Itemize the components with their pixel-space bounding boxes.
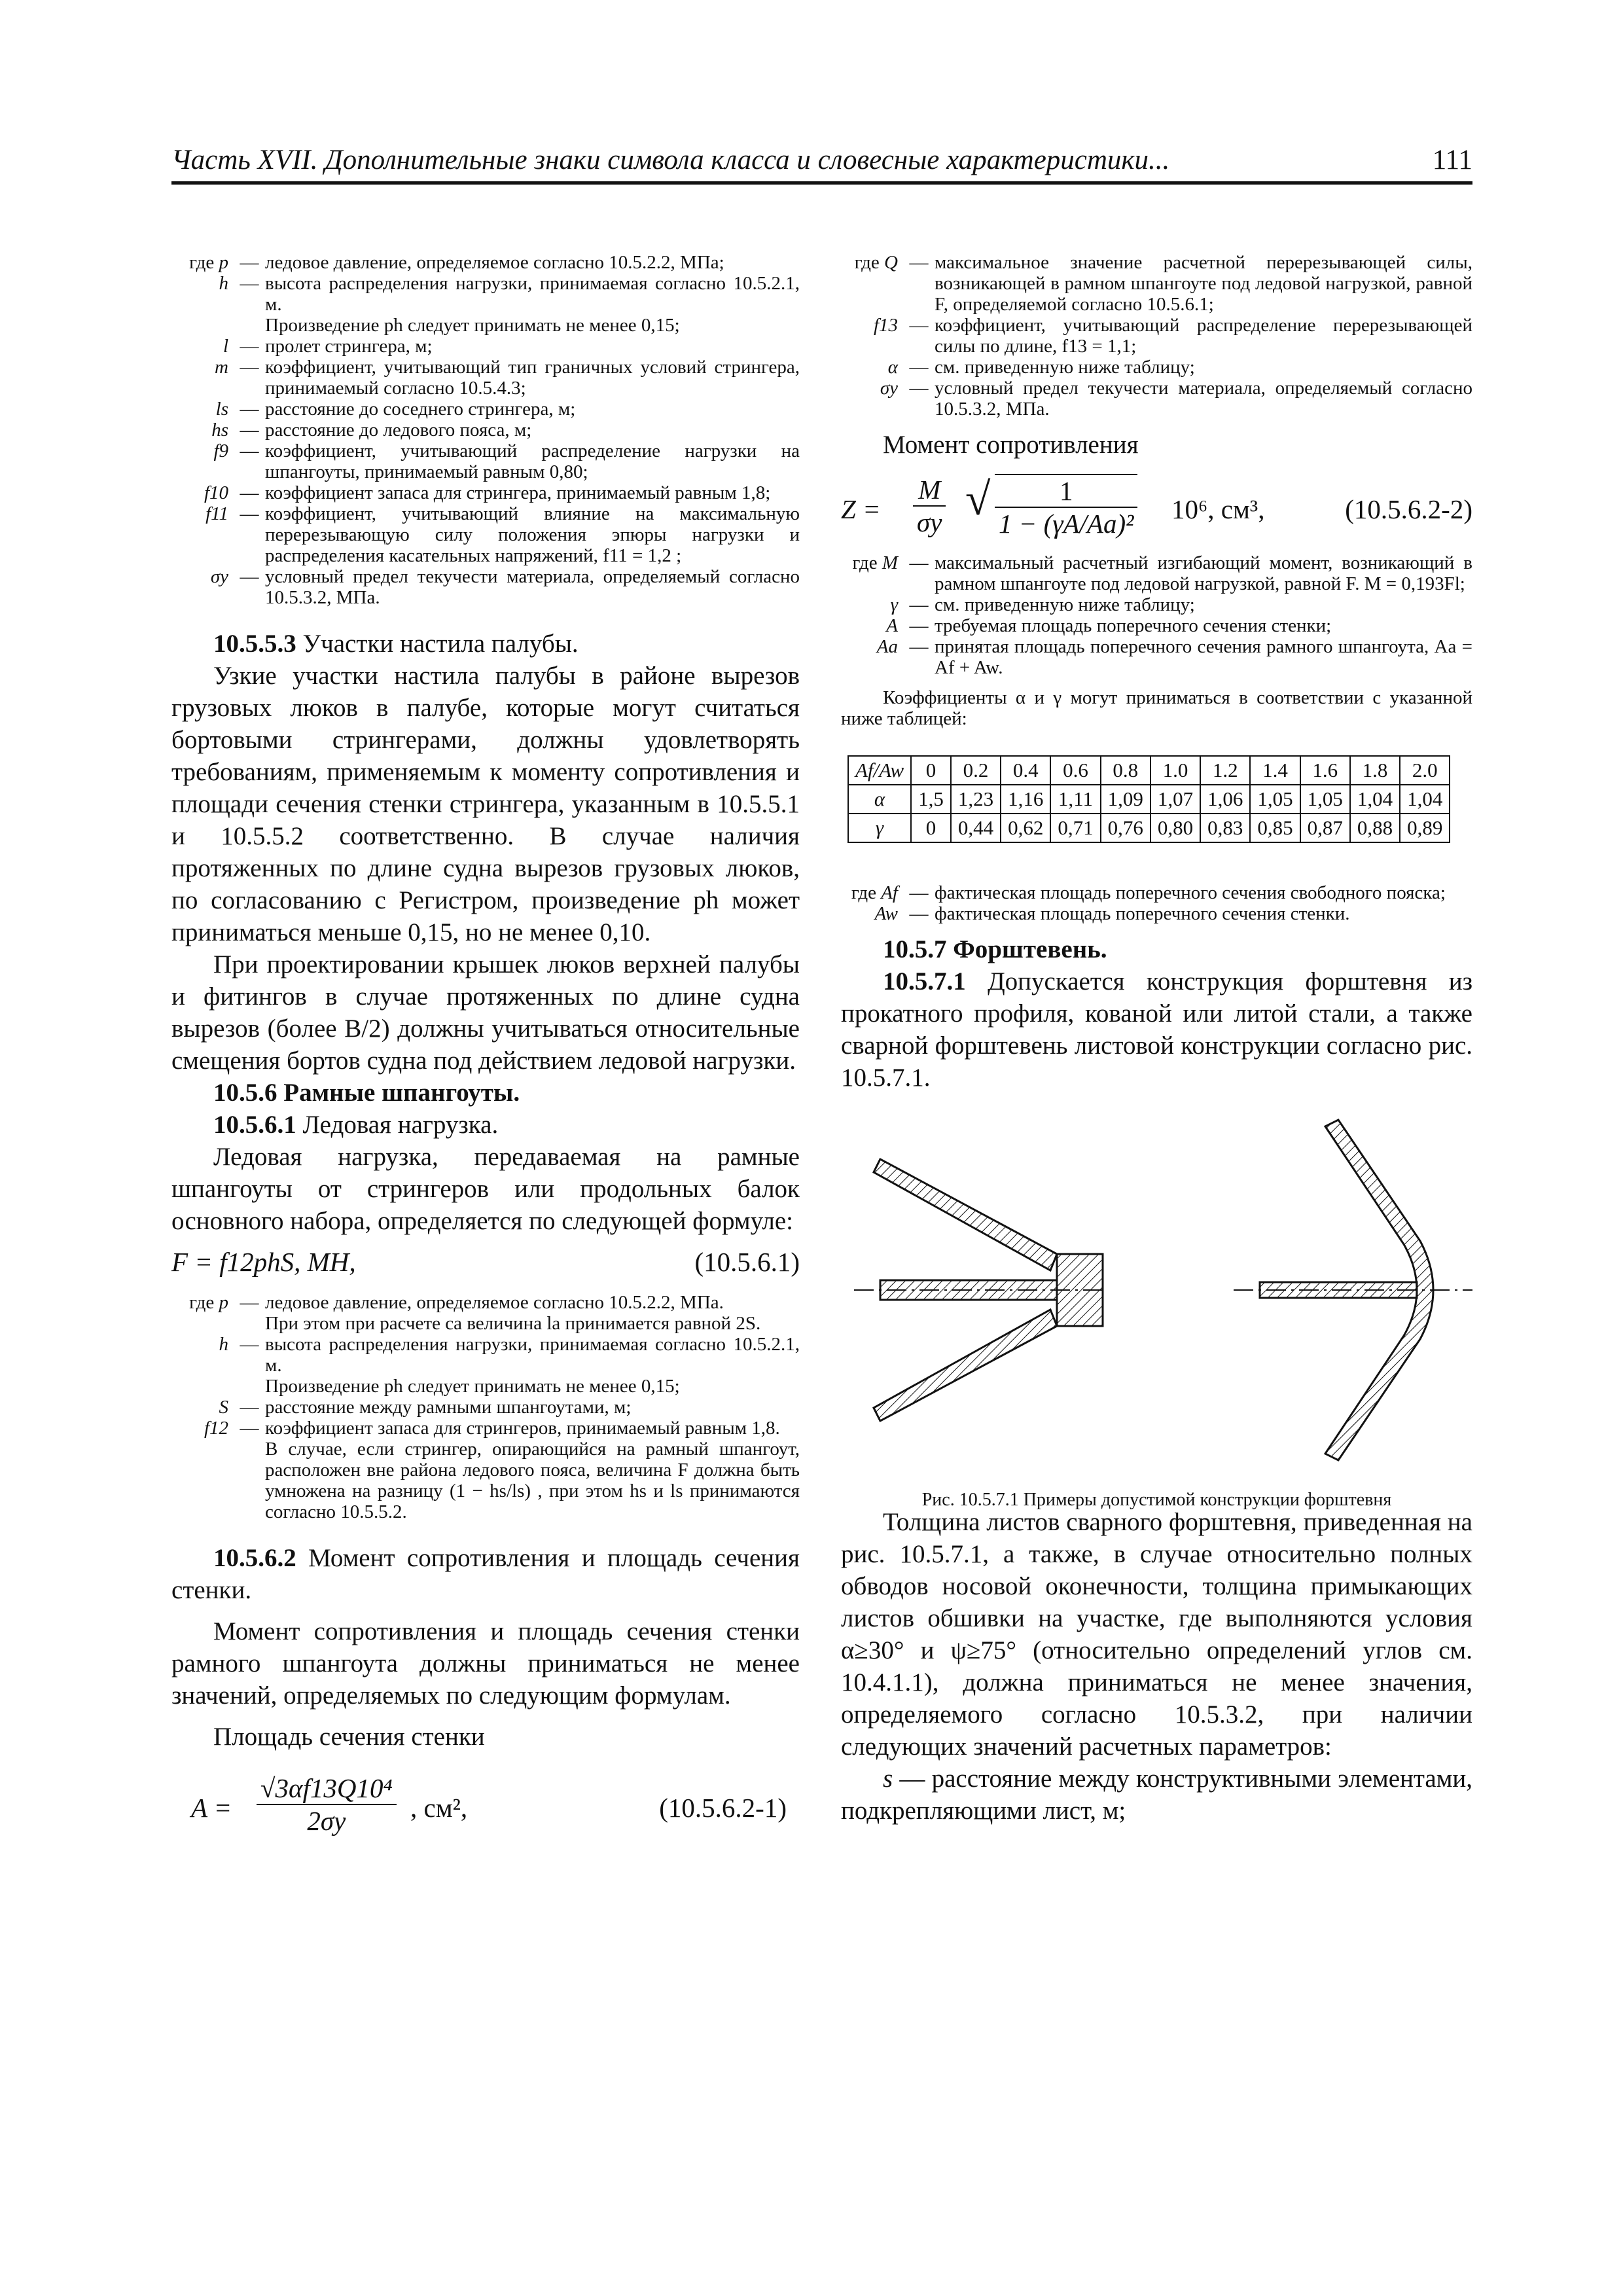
- section-title: Момент сопротивления и площадь сечения стенки.: [171, 1544, 800, 1604]
- table-cell: 0,83: [1200, 814, 1250, 842]
- table-cell: 0,44: [951, 814, 1001, 842]
- definition-symbol: [171, 1334, 234, 1376]
- definitions-list: [841, 252, 1472, 420]
- definition-text: требуемая площадь поперечного сечения стенки;: [935, 615, 1332, 636]
- formula-fraction: [257, 1772, 397, 1837]
- definition-text: см. приведенную ниже таблицу;: [935, 357, 1195, 378]
- definition-symbol: [171, 482, 234, 503]
- definition-symbol: [841, 552, 903, 594]
- table-cell: 1,16: [1001, 785, 1050, 814]
- table-cell: 1,04: [1350, 785, 1400, 814]
- table-cell: 0,88: [1350, 814, 1400, 842]
- fraction-numerator: √3αf13Q10⁴: [257, 1772, 397, 1805]
- definition-dash: —: [240, 1292, 259, 1313]
- definition-dash: —: [909, 882, 929, 903]
- definition-text: коэффициент, учитывающий распределение перерезывающей силы по длине, f13 = 1,1;: [935, 315, 1472, 357]
- table-cell: 1,09: [1101, 785, 1150, 814]
- definition-dash: —: [909, 903, 929, 924]
- paragraph: Узкие участки настила палубы в районе вырезов грузовых люков в палубе, которые могут считаться бортовыми стрингерами, должны удовлетворять требованиям, применяемым к моменту сопротивления и площади сечения стенки стрингера, указанным в 10.5.5.1 и 10.5.5.2 соответственно. В случае наличия протяженных по длине судна вырезов грузовых люков, по согласованию с Регистром, произведение ph может приниматься меньше 0,15, но не менее 0,10.: [171, 662, 800, 946]
- definition-dash: —: [909, 378, 929, 399]
- definition-note: В случае, если стрингер, опирающийся на рамный шпангоут, расположен вне района ледового пояса, величина F должна быть умножена на разницу (1 − hs/ls) , при этом hs и ls принимаются согласно 10.5.5.2.: [265, 1439, 800, 1522]
- definition-text: коэффициент, учитывающий распределение нагрузки на шпангоуты, принимаемый равным 0,80;: [265, 440, 800, 482]
- root-fraction: [995, 474, 1137, 539]
- definitions-list: [171, 1292, 800, 1522]
- symbol-value: p: [219, 1292, 228, 1313]
- definition-text: фактическая площадь поперечного сечения стенки.: [935, 903, 1350, 924]
- formula-10-5-6-2-1: [171, 1772, 800, 1851]
- definition-symbol: [171, 1292, 234, 1313]
- definition-dash: —: [909, 615, 929, 636]
- fraction-numerator: M: [913, 474, 946, 507]
- table-cell: 0.4: [1001, 756, 1050, 785]
- definition-text: ледовое давление, определяемое согласно 10.5.2.2, МПа.: [265, 1292, 724, 1313]
- section-number: 10.5.7.1: [883, 967, 966, 996]
- definition-symbol: [171, 336, 234, 357]
- symbol-value: h: [219, 273, 228, 294]
- definition-text: расстояние до ледового пояса, м;: [265, 420, 532, 440]
- definition-text: пролет стрингера, м;: [265, 336, 433, 357]
- definition-lead: где: [854, 252, 880, 273]
- symbol-value: p: [219, 252, 228, 273]
- formula-body: F = f12phS, МН,: [171, 1247, 356, 1277]
- definition-symbol: [841, 615, 903, 636]
- section-number: 10.5.6.2: [213, 1544, 296, 1572]
- table-cell: α: [848, 785, 911, 814]
- paragraph: Ледовая нагрузка, передаваемая на рамные шпангоуты от стрингеров или продольных балок основного набора, определяется по следующей формуле:: [171, 1143, 800, 1235]
- definition-text: расстояние между рамными шпангоутами, м;: [265, 1397, 632, 1418]
- definitions-list: [841, 552, 1472, 678]
- fraction-denominator: σy: [917, 507, 942, 537]
- root-numerator: 1: [995, 475, 1137, 508]
- definition-symbol: [171, 399, 234, 420]
- fraction-denominator: 2σy: [307, 1806, 346, 1836]
- forged-stem-example: [854, 1159, 1103, 1421]
- definition-symbol: [841, 378, 903, 420]
- definition-dash: —: [240, 420, 259, 440]
- formula-unit: , см²,: [410, 1793, 468, 1823]
- definitions-list: [171, 252, 800, 608]
- definition-symbol: [171, 503, 234, 566]
- symbol-value: f13: [873, 315, 898, 336]
- figure-caption: Рис. 10.5.7.1 Примеры допустимой конструкции форштевня: [921, 1490, 1392, 1510]
- table-cell: 0,71: [1050, 814, 1100, 842]
- symbol-value: m: [215, 357, 228, 378]
- symbol: s: [883, 1765, 893, 1793]
- symbol-value: Q: [884, 252, 898, 273]
- definition-note: Произведение ph следует принимать не менее 0,15;: [265, 315, 680, 336]
- symbol-value: Aw: [874, 903, 898, 924]
- definition-text: коэффициент, учитывающий тип граничных условий стрингера, принимаемый согласно 10.5.4.3;: [265, 357, 800, 399]
- definition-symbol: [841, 636, 903, 678]
- paragraph: Толщина листов сварного форштевня, приведенная на рис. 10.5.7.1, а также, в случае относительно полных обводов носовой оконечности, толщина примыкающих листов обшивки на участке, где выполняются условия α≥30° и ψ≥75° (относительно определений углов см. 10.4.1.1), должна приниматься не менее значения, определяемого согласно 10.5.3.2, при наличии следующих значений расчетных параметров:: [841, 1508, 1472, 1761]
- welded-stem-example: [1234, 1120, 1472, 1460]
- definition-text: коэффициент запаса для стрингера, принимаемый равным 1,8;: [265, 482, 771, 503]
- symbol-value: M: [882, 552, 898, 573]
- symbol-value: f9: [213, 440, 228, 461]
- definition-symbol: [841, 357, 903, 378]
- table-cell: 1.0: [1150, 756, 1200, 785]
- definition-text: высота распределения нагрузки, принимаемая согласно 10.5.2.1, м.: [265, 1334, 800, 1376]
- table-cell: 1.4: [1250, 756, 1300, 785]
- definition-text: высота распределения нагрузки, принимаемая согласно 10.5.2.1, м.: [265, 273, 800, 315]
- definition-dash: —: [240, 357, 259, 378]
- definition-text: см. приведенную ниже таблицу;: [935, 594, 1195, 615]
- definition-symbol: [171, 1418, 234, 1439]
- definition-dash: —: [240, 273, 259, 294]
- section-number: 10.5.5.3: [213, 630, 296, 658]
- definition-symbol: [841, 594, 903, 615]
- definition-dash: —: [909, 594, 929, 615]
- symbol-value: f12: [204, 1418, 228, 1439]
- table-cell: 1,05: [1250, 785, 1300, 814]
- table-cell: 0.6: [1050, 756, 1100, 785]
- definition-text: расстояние до соседнего стрингера, м;: [265, 399, 576, 420]
- left-column: [171, 252, 800, 1851]
- symbol-value: f11: [205, 503, 228, 524]
- definition-text: максимальный расчетный изгибающий момент, возникающий в рамном шпангоуте под ледовой нагрузкой, равной F. M = 0,193Fl;: [935, 552, 1472, 594]
- table-cell: 0,89: [1400, 814, 1450, 842]
- section-10-5-7-1: [841, 965, 1472, 1094]
- formula-10-5-6-2-2: [841, 474, 1472, 552]
- definition-text: принятая площадь поперечного сечения рамного шпангоута, Aa = Af + Aw.: [935, 636, 1472, 678]
- paragraph-text: — расстояние между конструктивными элементами, подкрепляющими лист, м;: [841, 1765, 1473, 1825]
- root-denominator: 1 − (γA/Aa)²: [999, 509, 1134, 539]
- table-cell: 1,05: [1300, 785, 1350, 814]
- table-cell: 0: [911, 814, 951, 842]
- table-cell: 1,07: [1150, 785, 1200, 814]
- table-cell: γ: [848, 814, 911, 842]
- paragraph: Момент сопротивления и площадь сечения стенки рамного шпангоута должны приниматься не менее значений, определяемых по следующим формулам.: [171, 1617, 800, 1710]
- paragraph: Момент сопротивления: [883, 431, 1139, 459]
- sqrt-sign: √: [965, 475, 991, 525]
- formula-ref: (10.5.6.1): [694, 1247, 800, 1277]
- figure-10-5-7-1: [841, 1113, 1472, 1510]
- definition-dash: —: [240, 399, 259, 420]
- table-row: [848, 814, 1450, 842]
- paragraph: При проектировании крышек люков верхней палубы и фитингов в случае протяженных по длине судна вырезов (более B/2) должны учитываться относительные смещения бортов судна под действием ледовой нагрузки.: [171, 950, 800, 1075]
- definition-dash: —: [240, 566, 259, 587]
- section-title: Участки настила палубы.: [302, 630, 579, 658]
- section-10-5-6-2: [171, 1542, 800, 1606]
- definition-dash: —: [909, 315, 929, 336]
- formula-lhs: A =: [191, 1793, 232, 1823]
- definition-dash: —: [909, 252, 929, 273]
- coefficient-table: [847, 755, 1450, 843]
- page-number: 111: [1432, 145, 1472, 175]
- symbol-value: l: [223, 336, 228, 357]
- definition-text: фактическая площадь поперечного сечения свободного пояска;: [935, 882, 1446, 903]
- paragraph: [841, 1763, 1472, 1827]
- stem-drawing: [841, 1113, 1472, 1480]
- definitions-list: [841, 882, 1472, 924]
- symbol-value: S: [219, 1397, 228, 1418]
- symbol-value: hs: [211, 420, 228, 440]
- definition-lead: где: [189, 1292, 215, 1313]
- table-cell: 0,76: [1101, 814, 1150, 842]
- table-cell: 0: [911, 756, 951, 785]
- table-cell: 1,04: [1400, 785, 1450, 814]
- symbol-value: γ: [890, 594, 898, 615]
- definition-text: условный предел текучести материала, определяемый согласно 10.5.3.2, МПа.: [265, 566, 800, 608]
- section-title: 10.5.7 Форштевень.: [883, 935, 1107, 963]
- definition-symbol: [841, 315, 903, 357]
- definition-symbol: [171, 1397, 234, 1418]
- table-cell: 1.8: [1350, 756, 1400, 785]
- symbol-value: Aa: [876, 636, 898, 657]
- definition-symbol: [171, 420, 234, 440]
- formula-tail: 10⁶, см³,: [1171, 494, 1265, 524]
- definition-text: условный предел текучести материала, определяемый согласно 10.5.3.2, МПа.: [935, 378, 1472, 420]
- symbol-value: α: [887, 357, 898, 378]
- table-cell: 0,87: [1300, 814, 1350, 842]
- definition-symbol: [841, 903, 903, 924]
- definition-dash: —: [240, 1397, 259, 1418]
- section-title: Ледовая нагрузка.: [302, 1111, 499, 1139]
- definition-dash: —: [240, 336, 259, 357]
- table-cell: 1,5: [911, 785, 951, 814]
- table-cell: 1,23: [951, 785, 1001, 814]
- definition-symbol: [171, 440, 234, 482]
- definition-symbol: [171, 566, 234, 608]
- table-cell: 0.8: [1101, 756, 1150, 785]
- formula-ref: (10.5.6.2-1): [659, 1793, 787, 1823]
- definition-text: коэффициент, учитывающий влияние на максимальную перерезывающую силу положения эпюры нагрузки и распределения касательных напряжений, f11 = 1,2 ;: [265, 503, 800, 566]
- table-header-row: [848, 756, 1450, 785]
- section-number: 10.5.6.1: [213, 1111, 296, 1139]
- section-10-5-6-1: [171, 1109, 800, 1141]
- table-cell: 0,62: [1001, 814, 1050, 842]
- definition-dash: —: [240, 482, 259, 503]
- formula-ref: (10.5.6.2-2): [1345, 494, 1472, 524]
- definition-dash: —: [909, 357, 929, 378]
- definition-note: Произведение ph следует принимать не менее 0,15;: [265, 1376, 680, 1397]
- paragraph: Коэффициенты α и γ могут приниматься в соответствии с указанной ниже таблицей:: [841, 687, 1472, 729]
- symbol-value: ls: [215, 399, 228, 420]
- definition-dash: —: [909, 552, 929, 573]
- definition-dash: —: [240, 252, 259, 273]
- table-cell: 0.2: [951, 756, 1001, 785]
- definition-note: При этом при расчете ca величина la принимается равной 2S.: [265, 1313, 761, 1334]
- table-cell: 0,85: [1250, 814, 1300, 842]
- definition-dash: —: [240, 1418, 259, 1439]
- definition-lead: где: [851, 882, 876, 903]
- definition-symbol: [171, 357, 234, 399]
- table-cell: 1.2: [1200, 756, 1250, 785]
- section-heading: [171, 1077, 800, 1109]
- symbol-value: σy: [210, 566, 228, 587]
- header-title: Часть XVII. Дополнительные знаки символа класса и словесные характеристики...: [171, 145, 1170, 175]
- definition-text: максимальное значение расчетной перерезывающей силы, возникающей в рамном шпангоуте под ледовой нагрузкой, равной F, определяемой согласно 10.5.6.1;: [935, 252, 1472, 315]
- symbol-value: A: [886, 615, 898, 636]
- running-header: [171, 143, 1472, 185]
- section-10-5-5-3: [171, 628, 800, 660]
- table-cell: 0,80: [1150, 814, 1200, 842]
- section-title: 10.5.6 Рамные шпангоуты.: [213, 1079, 520, 1107]
- paragraph: Площадь сечения стенки: [213, 1723, 485, 1751]
- table-row: [848, 785, 1450, 814]
- symbol-value: σy: [880, 378, 898, 399]
- definition-symbol: [841, 252, 903, 315]
- definition-dash: —: [240, 503, 259, 524]
- table-cell: Af/Aw: [848, 756, 911, 785]
- symbol-value: h: [219, 1334, 228, 1355]
- definition-dash: —: [240, 440, 259, 461]
- right-column: [841, 252, 1472, 1827]
- paragraph: Допускается конструкция форштевня из прокатного профиля, кованой или литой стали, а также сварной форштевень листовой конструкции согласно рис. 10.5.7.1.: [841, 967, 1473, 1092]
- section-heading: [841, 933, 1472, 965]
- definition-lead: где: [189, 252, 215, 273]
- definition-text: коэффициент запаса для стрингеров, принимаемый равным 1,8.: [265, 1418, 780, 1439]
- table-cell: 2.0: [1400, 756, 1450, 785]
- definition-symbol: [171, 252, 234, 273]
- symbol-value: Af: [881, 882, 898, 903]
- definition-lead: где: [852, 552, 878, 573]
- table-cell: 1,06: [1200, 785, 1250, 814]
- table-cell: 1.6: [1300, 756, 1350, 785]
- symbol-value: f10: [204, 482, 228, 503]
- definition-text: ледовое давление, определяемое согласно 10.5.2.2, МПа;: [265, 252, 724, 273]
- definition-dash: —: [240, 1334, 259, 1355]
- definition-symbol: [171, 273, 234, 315]
- formula-10-5-6-1: [171, 1246, 800, 1292]
- formula-fraction: [913, 474, 946, 538]
- definition-dash: —: [909, 636, 929, 657]
- definition-symbol: [841, 882, 903, 903]
- formula-lhs: Z =: [841, 494, 881, 524]
- table-cell: 1,11: [1050, 785, 1100, 814]
